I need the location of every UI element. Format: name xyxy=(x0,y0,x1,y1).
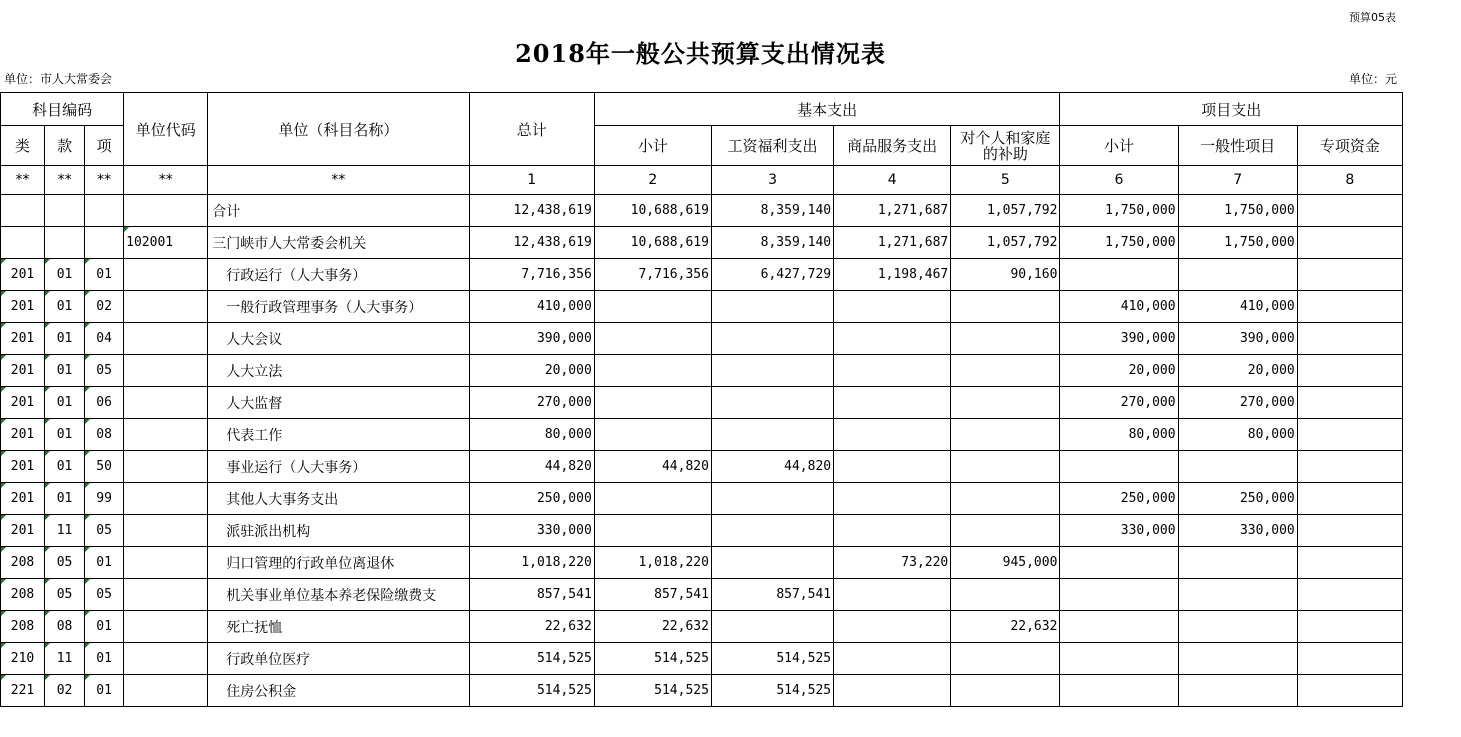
cell-basic-subtotal: 7,716,356 xyxy=(594,259,711,291)
cell-special-fund xyxy=(1297,483,1402,515)
cell-lei: 201 xyxy=(1,515,45,547)
page-title: 2018年一般公共预算支出情况表 xyxy=(515,39,886,68)
cell-goods xyxy=(834,387,951,419)
cell-unit-name: 人大监督 xyxy=(208,387,469,419)
cell-kuan: 01 xyxy=(45,387,85,419)
cell-unit-name: 派驻派出机构 xyxy=(208,515,469,547)
cell-basic-subtotal xyxy=(594,355,711,387)
index-star: ** xyxy=(45,166,85,195)
cell-project-subtotal: 80,000 xyxy=(1060,419,1178,451)
cell-project-subtotal xyxy=(1060,451,1178,483)
index-star: ** xyxy=(208,166,469,195)
header-kuan: 款 xyxy=(45,126,85,166)
cell-project-subtotal xyxy=(1060,579,1178,611)
cell-salary: 44,820 xyxy=(711,451,833,483)
cell-project-subtotal: 20,000 xyxy=(1060,355,1178,387)
cell-special-fund xyxy=(1297,579,1402,611)
cell-special-fund xyxy=(1297,419,1402,451)
cell-unit-name: 归口管理的行政单位离退休 xyxy=(208,547,469,579)
cell-special-fund xyxy=(1297,195,1402,227)
cell-special-fund xyxy=(1297,291,1402,323)
cell-individual: 1,057,792 xyxy=(951,227,1060,259)
header-subject-code: 科目编码 xyxy=(1,93,124,126)
cell-xiang: 05 xyxy=(85,579,124,611)
cell-unit-name: 合计 xyxy=(208,195,469,227)
cell-general-project xyxy=(1178,643,1297,675)
cell-total: 80,000 xyxy=(469,419,594,451)
table-row xyxy=(1,451,1403,483)
cell-project-subtotal: 330,000 xyxy=(1060,515,1178,547)
cell-kuan xyxy=(45,195,85,227)
cell-unit-code xyxy=(124,579,208,611)
cell-kuan: 05 xyxy=(45,579,85,611)
table-row xyxy=(1,579,1403,611)
index-star: ** xyxy=(124,166,208,195)
cell-total: 410,000 xyxy=(469,291,594,323)
cell-general-project: 1,750,000 xyxy=(1178,227,1297,259)
table-row xyxy=(1,259,1403,291)
cell-general-project xyxy=(1178,675,1297,707)
cell-lei: 201 xyxy=(1,483,45,515)
index-star: ** xyxy=(1,166,45,195)
cell-salary: 6,427,729 xyxy=(711,259,833,291)
cell-unit-name: 行政运行（人大事务） xyxy=(208,259,469,291)
cell-xiang: 01 xyxy=(85,675,124,707)
cell-individual xyxy=(951,675,1060,707)
table-row xyxy=(1,291,1403,323)
cell-unit-code xyxy=(124,515,208,547)
header-total: 总计 xyxy=(469,93,594,166)
cell-total: 7,716,356 xyxy=(469,259,594,291)
index-number: 3 xyxy=(711,166,833,195)
cell-lei: 201 xyxy=(1,355,45,387)
cell-total: 12,438,619 xyxy=(469,227,594,259)
cell-salary xyxy=(711,515,833,547)
cell-kuan: 11 xyxy=(45,643,85,675)
cell-total: 1,018,220 xyxy=(469,547,594,579)
cell-individual xyxy=(951,483,1060,515)
cell-lei: 201 xyxy=(1,387,45,419)
cell-special-fund xyxy=(1297,675,1402,707)
cell-unit-code xyxy=(124,547,208,579)
cell-kuan: 11 xyxy=(45,515,85,547)
cell-unit-code xyxy=(124,387,208,419)
cell-general-project: 80,000 xyxy=(1178,419,1297,451)
header-lei: 类 xyxy=(1,126,45,166)
cell-project-subtotal: 390,000 xyxy=(1060,323,1178,355)
cell-lei: 201 xyxy=(1,451,45,483)
cell-kuan: 01 xyxy=(45,291,85,323)
cell-goods xyxy=(834,291,951,323)
cell-salary xyxy=(711,323,833,355)
cell-basic-subtotal: 514,525 xyxy=(594,675,711,707)
cell-lei: 208 xyxy=(1,579,45,611)
cell-individual: 945,000 xyxy=(951,547,1060,579)
cell-unit-name: 死亡抚恤 xyxy=(208,611,469,643)
cell-project-subtotal: 410,000 xyxy=(1060,291,1178,323)
cell-general-project: 330,000 xyxy=(1178,515,1297,547)
cell-special-fund xyxy=(1297,323,1402,355)
cell-xiang: 02 xyxy=(85,291,124,323)
cell-individual xyxy=(951,419,1060,451)
index-number: 5 xyxy=(951,166,1060,195)
cell-lei xyxy=(1,195,45,227)
table-row xyxy=(1,643,1403,675)
cell-project-subtotal: 250,000 xyxy=(1060,483,1178,515)
table-row xyxy=(1,227,1403,259)
cell-xiang: 01 xyxy=(85,643,124,675)
cell-basic-subtotal: 1,018,220 xyxy=(594,547,711,579)
cell-kuan: 01 xyxy=(45,355,85,387)
cell-basic-subtotal xyxy=(594,291,711,323)
cell-project-subtotal: 1,750,000 xyxy=(1060,227,1178,259)
index-number: 1 xyxy=(469,166,594,195)
unit-currency-label: 单位：元 xyxy=(1349,72,1398,86)
cell-xiang: 05 xyxy=(85,355,124,387)
table-row xyxy=(1,419,1403,451)
header-individual: 对个人和家庭的补助 xyxy=(951,126,1060,166)
header-row-1 xyxy=(1,93,1403,126)
cell-individual: 22,632 xyxy=(951,611,1060,643)
cell-individual xyxy=(951,323,1060,355)
cell-lei: 201 xyxy=(1,291,45,323)
cell-xiang: 01 xyxy=(85,259,124,291)
cell-xiang: 08 xyxy=(85,419,124,451)
table-row xyxy=(1,515,1403,547)
cell-goods: 1,271,687 xyxy=(834,227,951,259)
cell-xiang: 01 xyxy=(85,611,124,643)
table-row xyxy=(1,387,1403,419)
cell-individual: 90,160 xyxy=(951,259,1060,291)
cell-unit-name: 住房公积金 xyxy=(208,675,469,707)
cell-unit-code xyxy=(124,323,208,355)
cell-total: 22,632 xyxy=(469,611,594,643)
cell-general-project: 270,000 xyxy=(1178,387,1297,419)
cell-goods xyxy=(834,323,951,355)
cell-project-subtotal xyxy=(1060,675,1178,707)
cell-kuan: 08 xyxy=(45,611,85,643)
cell-unit-code xyxy=(124,611,208,643)
cell-kuan: 01 xyxy=(45,451,85,483)
cell-project-subtotal xyxy=(1060,259,1178,291)
cell-lei: 208 xyxy=(1,547,45,579)
header-unit-name: 单位（科目名称） xyxy=(208,93,469,166)
header-project-subtotal: 小计 xyxy=(1060,126,1178,166)
table-row xyxy=(1,355,1403,387)
cell-unit-code xyxy=(124,451,208,483)
cell-unit-code xyxy=(124,643,208,675)
cell-individual xyxy=(951,387,1060,419)
cell-kuan: 02 xyxy=(45,675,85,707)
cell-lei xyxy=(1,227,45,259)
cell-xiang xyxy=(85,195,124,227)
index-star: ** xyxy=(85,166,124,195)
cell-general-project: 20,000 xyxy=(1178,355,1297,387)
table-body xyxy=(1,195,1403,707)
cell-special-fund xyxy=(1297,451,1402,483)
header-unit-code: 单位代码 xyxy=(124,93,208,166)
cell-individual xyxy=(951,451,1060,483)
cell-kuan xyxy=(45,227,85,259)
cell-goods: 1,198,467 xyxy=(834,259,951,291)
unit-org-label: 单位：市人大常委会 xyxy=(4,72,113,86)
index-number: 7 xyxy=(1178,166,1297,195)
cell-lei: 201 xyxy=(1,323,45,355)
cell-project-subtotal: 270,000 xyxy=(1060,387,1178,419)
cell-xiang: 06 xyxy=(85,387,124,419)
cell-total: 857,541 xyxy=(469,579,594,611)
cell-individual xyxy=(951,515,1060,547)
cell-individual xyxy=(951,643,1060,675)
header-special-fund: 专项资金 xyxy=(1297,126,1402,166)
cell-salary xyxy=(711,483,833,515)
cell-goods xyxy=(834,419,951,451)
cell-basic-subtotal xyxy=(594,323,711,355)
cell-special-fund xyxy=(1297,643,1402,675)
cell-salary xyxy=(711,387,833,419)
cell-total: 330,000 xyxy=(469,515,594,547)
cell-salary: 857,541 xyxy=(711,579,833,611)
cell-unit-name: 机关事业单位基本养老保险缴费支 xyxy=(208,579,469,611)
cell-unit-code xyxy=(124,483,208,515)
cell-unit-code xyxy=(124,355,208,387)
table-row xyxy=(1,195,1403,227)
index-number: 6 xyxy=(1060,166,1178,195)
cell-special-fund xyxy=(1297,227,1402,259)
cell-general-project xyxy=(1178,611,1297,643)
cell-project-subtotal xyxy=(1060,611,1178,643)
cell-salary xyxy=(711,419,833,451)
header-basic-subtotal: 小计 xyxy=(594,126,711,166)
cell-basic-subtotal xyxy=(594,419,711,451)
cell-unit-code xyxy=(124,419,208,451)
cell-salary xyxy=(711,291,833,323)
cell-xiang: 01 xyxy=(85,547,124,579)
cell-lei: 208 xyxy=(1,611,45,643)
index-number: 8 xyxy=(1297,166,1402,195)
cell-salary: 514,525 xyxy=(711,643,833,675)
cell-unit-name: 三门峡市人大常委会机关 xyxy=(208,227,469,259)
cell-salary: 8,359,140 xyxy=(711,227,833,259)
cell-unit-code xyxy=(124,291,208,323)
cell-general-project: 410,000 xyxy=(1178,291,1297,323)
budget-table xyxy=(0,92,1403,707)
cell-kuan: 01 xyxy=(45,259,85,291)
cell-individual xyxy=(951,579,1060,611)
cell-project-subtotal: 1,750,000 xyxy=(1060,195,1178,227)
cell-special-fund xyxy=(1297,515,1402,547)
cell-unit-name: 代表工作 xyxy=(208,419,469,451)
table-row xyxy=(1,483,1403,515)
cell-special-fund xyxy=(1297,355,1402,387)
cell-kuan: 01 xyxy=(45,323,85,355)
cell-special-fund xyxy=(1297,547,1402,579)
header-goods: 商品服务支出 xyxy=(834,126,951,166)
cell-individual xyxy=(951,291,1060,323)
header-salary: 工资福利支出 xyxy=(711,126,833,166)
cell-general-project: 250,000 xyxy=(1178,483,1297,515)
cell-unit-code xyxy=(124,195,208,227)
cell-project-subtotal xyxy=(1060,643,1178,675)
cell-general-project: 1,750,000 xyxy=(1178,195,1297,227)
cell-xiang: 50 xyxy=(85,451,124,483)
cell-general-project xyxy=(1178,259,1297,291)
header-project: 项目支出 xyxy=(1060,93,1403,126)
cell-unit-name: 行政单位医疗 xyxy=(208,643,469,675)
cell-xiang xyxy=(85,227,124,259)
cell-unit-code: 102001 xyxy=(124,227,208,259)
cell-goods xyxy=(834,579,951,611)
cell-basic-subtotal xyxy=(594,387,711,419)
cell-salary xyxy=(711,355,833,387)
table-row xyxy=(1,323,1403,355)
cell-lei: 201 xyxy=(1,259,45,291)
cell-total: 514,525 xyxy=(469,675,594,707)
cell-special-fund xyxy=(1297,611,1402,643)
header-index-row xyxy=(1,166,1403,195)
table-row xyxy=(1,547,1403,579)
cell-salary xyxy=(711,611,833,643)
cell-unit-code xyxy=(124,675,208,707)
cell-goods xyxy=(834,675,951,707)
cell-basic-subtotal: 10,688,619 xyxy=(594,227,711,259)
cell-total: 390,000 xyxy=(469,323,594,355)
cell-goods xyxy=(834,515,951,547)
cell-general-project: 390,000 xyxy=(1178,323,1297,355)
cell-individual xyxy=(951,355,1060,387)
cell-general-project xyxy=(1178,547,1297,579)
cell-kuan: 05 xyxy=(45,547,85,579)
cell-salary xyxy=(711,547,833,579)
cell-kuan: 01 xyxy=(45,483,85,515)
index-number: 4 xyxy=(834,166,951,195)
table-row xyxy=(1,611,1403,643)
cell-basic-subtotal: 857,541 xyxy=(594,579,711,611)
table-row xyxy=(1,675,1403,707)
cell-unit-name: 其他人大事务支出 xyxy=(208,483,469,515)
cell-unit-name: 事业运行（人大事务） xyxy=(208,451,469,483)
cell-lei: 221 xyxy=(1,675,45,707)
cell-lei: 210 xyxy=(1,643,45,675)
cell-goods xyxy=(834,643,951,675)
form-number-label: 预算05表 xyxy=(1349,11,1396,24)
header-general-project: 一般性项目 xyxy=(1178,126,1297,166)
cell-goods: 73,220 xyxy=(834,547,951,579)
index-number: 2 xyxy=(594,166,711,195)
cell-salary: 514,525 xyxy=(711,675,833,707)
cell-total: 20,000 xyxy=(469,355,594,387)
cell-xiang: 04 xyxy=(85,323,124,355)
cell-project-subtotal xyxy=(1060,547,1178,579)
cell-total: 12,438,619 xyxy=(469,195,594,227)
cell-lei: 201 xyxy=(1,419,45,451)
cell-total: 250,000 xyxy=(469,483,594,515)
cell-unit-code xyxy=(124,259,208,291)
cell-basic-subtotal: 44,820 xyxy=(594,451,711,483)
cell-goods xyxy=(834,483,951,515)
cell-goods xyxy=(834,451,951,483)
cell-basic-subtotal xyxy=(594,483,711,515)
cell-special-fund xyxy=(1297,387,1402,419)
cell-unit-name: 人大立法 xyxy=(208,355,469,387)
cell-unit-name: 人大会议 xyxy=(208,323,469,355)
cell-special-fund xyxy=(1297,259,1402,291)
cell-total: 44,820 xyxy=(469,451,594,483)
cell-general-project xyxy=(1178,451,1297,483)
cell-basic-subtotal: 10,688,619 xyxy=(594,195,711,227)
cell-basic-subtotal xyxy=(594,515,711,547)
cell-salary: 8,359,140 xyxy=(711,195,833,227)
cell-basic-subtotal: 514,525 xyxy=(594,643,711,675)
cell-individual: 1,057,792 xyxy=(951,195,1060,227)
cell-goods xyxy=(834,611,951,643)
cell-total: 514,525 xyxy=(469,643,594,675)
cell-goods: 1,271,687 xyxy=(834,195,951,227)
cell-goods xyxy=(834,355,951,387)
cell-general-project xyxy=(1178,579,1297,611)
cell-unit-name: 一般行政管理事务（人大事务） xyxy=(208,291,469,323)
cell-basic-subtotal: 22,632 xyxy=(594,611,711,643)
cell-xiang: 99 xyxy=(85,483,124,515)
cell-xiang: 05 xyxy=(85,515,124,547)
header-xiang: 项 xyxy=(85,126,124,166)
header-basic: 基本支出 xyxy=(594,93,1060,126)
cell-total: 270,000 xyxy=(469,387,594,419)
cell-kuan: 01 xyxy=(45,419,85,451)
